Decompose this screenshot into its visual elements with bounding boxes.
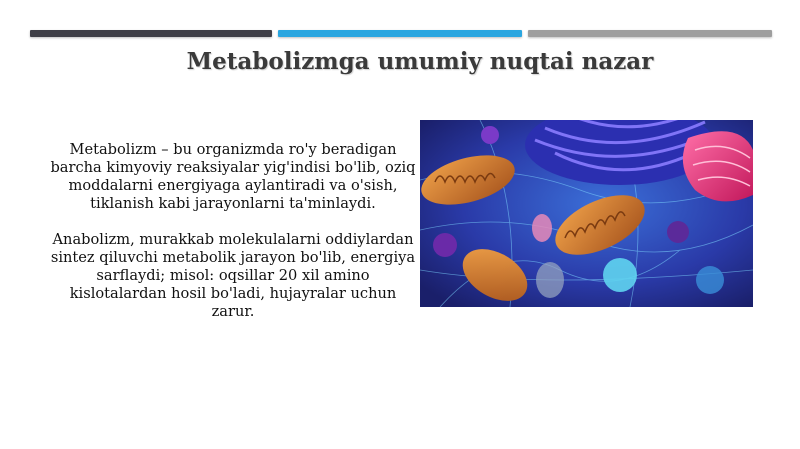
accent-bar-gray <box>528 30 772 37</box>
slide-title: Metabolizmga umumiy nuqtai nazar <box>186 48 654 75</box>
lysosome <box>532 214 552 242</box>
cell-illustration <box>420 120 753 307</box>
slide-body <box>50 141 416 339</box>
vesicle-purple-top <box>481 126 499 144</box>
vesicle-purple <box>667 221 689 243</box>
ribosome-cluster <box>536 262 564 298</box>
paragraph-metabolism: Metabolizm – bu organizmda ro'y beradigan barcha kimyoviy reaksiyalar yig'indisi bo'lib, oziq moddalarni energiyaga aylantiradi va o'sish, tiklanish kabi jarayonlarni ta'minlaydi. <box>50 141 416 212</box>
header-accent-bars <box>30 30 772 38</box>
accent-bar-blue <box>278 30 522 37</box>
vesicle-purple-left <box>433 233 457 257</box>
vesicle-blue <box>696 266 724 294</box>
accent-bar-dark <box>30 30 272 37</box>
paragraph-anabolism: Anabolizm, murakkab molekulalarni oddiylardan sintez qiluvchi metabolik jarayon bo'lib, energiya sarflaydi; misol: oqsillar 20 xil amino kislotalardan hosil bo'ladi, hujayralar uchun zarur. <box>50 231 416 320</box>
cell-organelles-image <box>420 120 753 307</box>
vesicle-cyan <box>603 258 637 292</box>
